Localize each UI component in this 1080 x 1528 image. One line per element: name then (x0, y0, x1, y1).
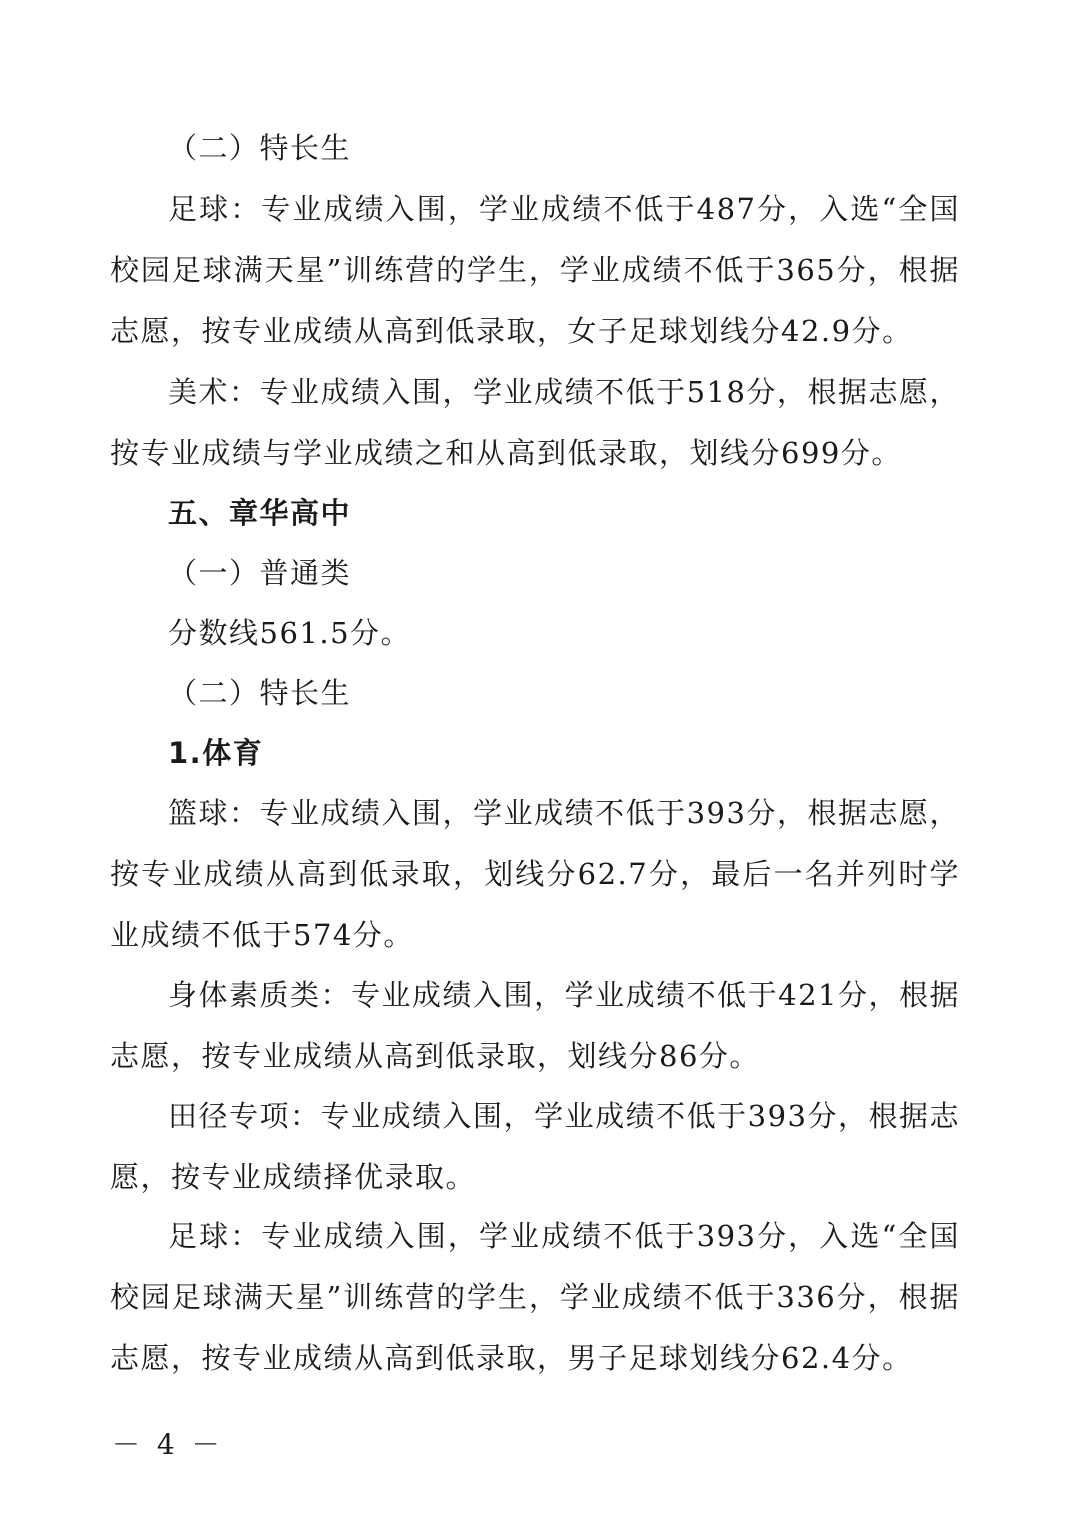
paragraph-track-field: 田径专项：专业成绩入围，学业成绩不低于393分，根据志愿，按专业成绩择优录取。 (110, 1099, 960, 1194)
paragraph-physical-fitness: 身体素质类：专业成绩入围，学业成绩不低于421分，根据志愿，按专业成绩从高到低录取，划线分86分。 (110, 978, 960, 1073)
paragraph-football-boys: 足球：专业成绩入围，学业成绩不低于393分，入选“全国校园足球满天星”训练营的学生，学业成绩不低于336分，根据志愿，按专业成绩从高到低录取，男子足球划线分62.4分。 (110, 1219, 960, 1375)
paragraph-basketball: 篮球：专业成绩入围，学业成绩不低于393分，根据志愿，按专业成绩从高到低录取，划线分62.7分，最后一名并列时学业成绩不低于574分。 (110, 796, 960, 952)
subheading-general: （一）普通类 (168, 556, 352, 590)
paragraph-score-line: 分数线561.5分。 (168, 616, 412, 650)
page-number: － 4 － (112, 1428, 224, 1461)
paragraph-football-girls: 足球：专业成绩入围，学业成绩不低于487分，入选“全国校园足球满天星”训练营的学生，学业成绩不低于365分，根据志愿，按专业成绩从高到低录取，女子足球划线分42.9分。 (110, 192, 960, 348)
subheading-special-students: （二）特长生 (168, 131, 352, 165)
section-heading-zhanghua: 五、章华高中 (168, 496, 352, 530)
paragraph-art: 美术：专业成绩入围，学业成绩不低于518分，根据志愿，按专业成绩与学业成绩之和从高到低录取，划线分699分。 (110, 375, 960, 470)
subheading-special-students-2: （二）特长生 (168, 676, 352, 710)
subheading-sports: 1.体育 (168, 736, 264, 770)
